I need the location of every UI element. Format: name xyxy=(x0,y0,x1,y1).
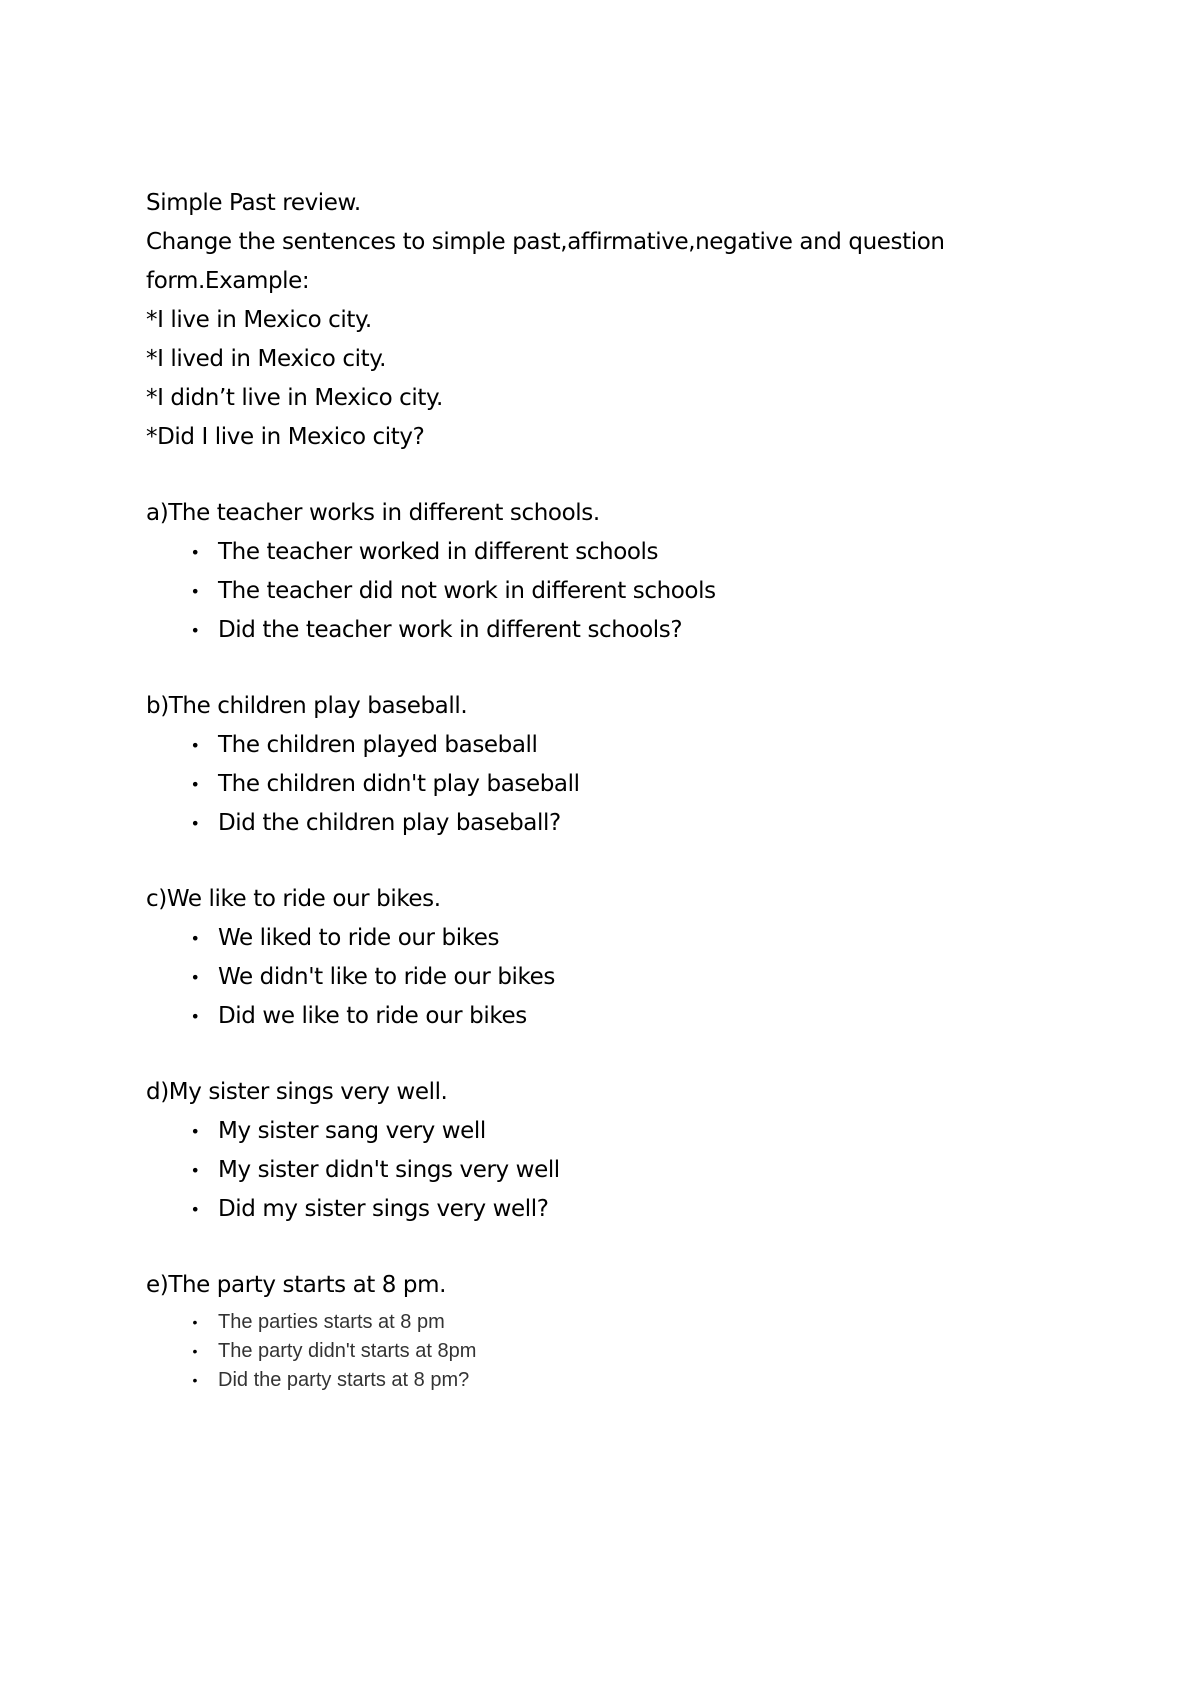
answer-list xyxy=(146,1308,1086,1395)
bullet-icon: • xyxy=(190,968,200,987)
spacer xyxy=(146,457,1086,494)
instructions-line-2: form.Example: xyxy=(146,268,310,294)
answer-text: Did the teacher work in different schools? xyxy=(218,617,683,643)
bullet-icon: • xyxy=(192,1372,198,1388)
answer-text: The children didn't play baseball xyxy=(218,771,580,797)
answer-affirmative xyxy=(146,533,1086,572)
exercise-prompt: d)My sister sings very well. xyxy=(146,1079,448,1105)
answer-list xyxy=(146,726,1086,843)
worksheet-content xyxy=(146,184,1086,1395)
example-past-negative: *I didn’t live in Mexico city. xyxy=(146,385,443,411)
answer-list xyxy=(146,919,1086,1036)
answer-list xyxy=(146,1112,1086,1229)
answer-text: We didn't like to ride our bikes xyxy=(218,964,555,990)
exercise-prompt: e)The party starts at 8 pm. xyxy=(146,1272,447,1298)
spacer xyxy=(146,650,1086,687)
bullet-icon: • xyxy=(190,814,200,833)
bullet-icon: • xyxy=(190,621,200,640)
answer-text: The teacher worked in different schools xyxy=(218,539,659,565)
worksheet-title: Simple Past review. xyxy=(146,190,361,216)
answer-text: My sister sang very well xyxy=(218,1118,486,1144)
spacer xyxy=(146,1229,1086,1266)
answer-negative xyxy=(146,958,1086,997)
answer-question xyxy=(146,1366,1086,1395)
bullet-icon: • xyxy=(190,736,200,755)
answer-question xyxy=(146,611,1086,650)
bullet-icon: • xyxy=(190,775,200,794)
answer-text: The party didn't starts at 8pm xyxy=(218,1340,477,1362)
bullet-icon: • xyxy=(190,582,200,601)
bullet-icon: • xyxy=(192,1343,198,1359)
answer-negative xyxy=(146,765,1086,804)
bullet-icon: • xyxy=(190,1161,200,1180)
answer-affirmative xyxy=(146,726,1086,765)
answer-text: Did we like to ride our bikes xyxy=(218,1003,527,1029)
example-present: *I live in Mexico city. xyxy=(146,307,372,333)
bullet-icon: • xyxy=(190,929,200,948)
answer-text: The teacher did not work in different schools xyxy=(218,578,716,604)
answer-affirmative xyxy=(146,1112,1086,1151)
bullet-icon: • xyxy=(190,1200,200,1219)
exercise-prompt: b)The children play baseball. xyxy=(146,693,468,719)
answer-affirmative xyxy=(146,919,1086,958)
example-past-question: *Did I live in Mexico city? xyxy=(146,424,425,450)
spacer xyxy=(146,1036,1086,1073)
answer-text: The parties starts at 8 pm xyxy=(218,1311,445,1333)
answer-text: Did the party starts at 8 pm? xyxy=(218,1369,470,1391)
bullet-icon: • xyxy=(190,1007,200,1026)
instructions-line-1: Change the sentences to simple past,affirmative,negative and question xyxy=(146,229,945,255)
answer-negative xyxy=(146,1337,1086,1366)
answer-affirmative xyxy=(146,1308,1086,1337)
answer-question xyxy=(146,804,1086,843)
exercise-prompt: c)We like to ride our bikes. xyxy=(146,886,441,912)
exercise-prompt: a)The teacher works in different schools. xyxy=(146,500,600,526)
bullet-icon: • xyxy=(190,1122,200,1141)
spacer xyxy=(146,843,1086,880)
answer-question xyxy=(146,997,1086,1036)
answer-text: We liked to ride our bikes xyxy=(218,925,500,951)
answer-list xyxy=(146,533,1086,650)
example-past-affirmative: *I lived in Mexico city. xyxy=(146,346,387,372)
answer-negative xyxy=(146,572,1086,611)
bullet-icon: • xyxy=(192,1314,198,1330)
answer-negative xyxy=(146,1151,1086,1190)
answer-text: The children played baseball xyxy=(218,732,538,758)
answer-text: Did my sister sings very well? xyxy=(218,1196,549,1222)
bullet-icon: • xyxy=(190,543,200,562)
answer-question xyxy=(146,1190,1086,1229)
answer-text: My sister didn't sings very well xyxy=(218,1157,560,1183)
answer-text: Did the children play baseball? xyxy=(218,810,561,836)
